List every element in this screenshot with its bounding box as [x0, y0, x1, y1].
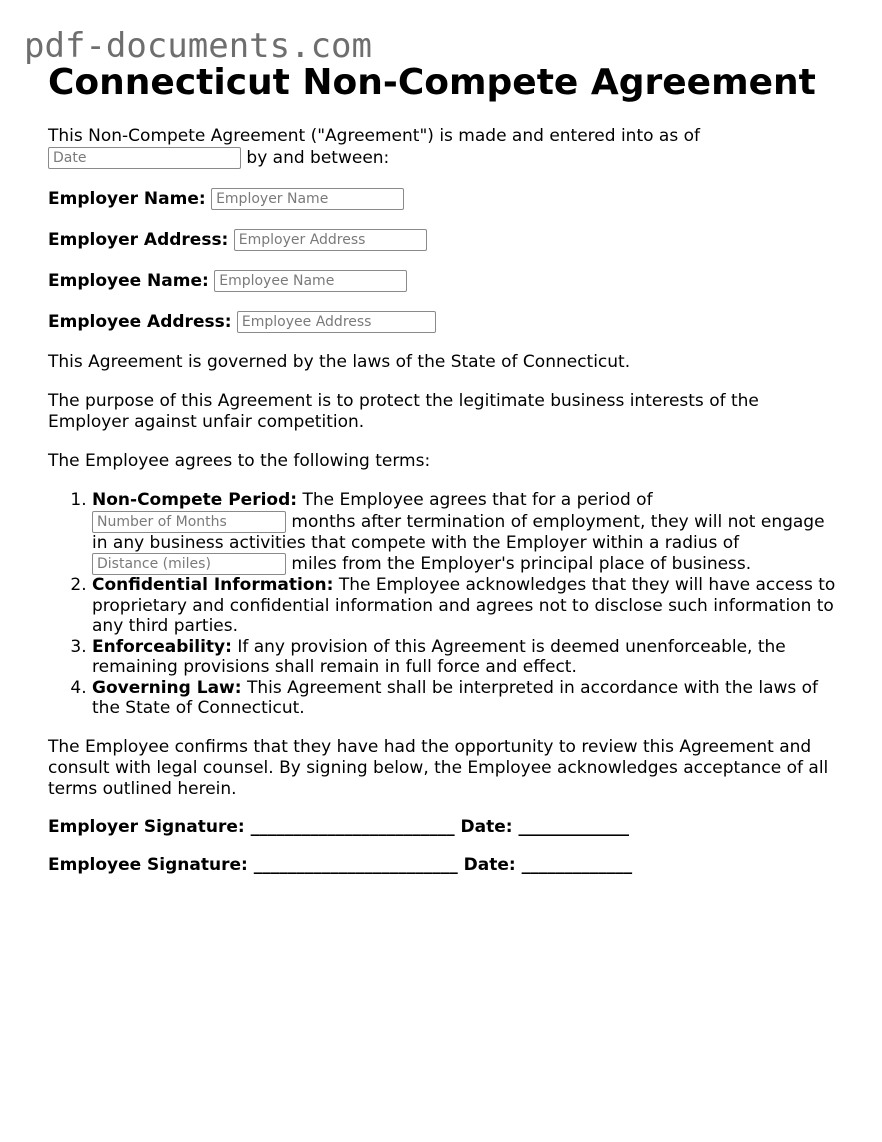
employer-signature-line: Employer Signature: ________________________ Date: _____________ [48, 816, 629, 837]
employee-address-input[interactable] [237, 311, 436, 333]
governed-paragraph: This Agreement is governed by the laws of the State of Connecticut. [48, 352, 631, 372]
employer-address-input[interactable] [234, 229, 427, 251]
confirm-paragraph: The Employee confirms that they have had the opportunity to review this Agreement and consult with legal counsel. By signing below, the Employee acknowledges acceptance of all terms outlined herein. [48, 736, 829, 799]
intro-text-after: by and between: [246, 148, 390, 168]
term-text: The Employee agrees that for a period of [302, 490, 653, 510]
document-title: Connecticut Non-Compete Agreement [48, 62, 816, 103]
term-item-governing-law [92, 678, 838, 719]
term-title: Confidential Information: [92, 575, 334, 595]
term-text: The Employee acknowledges that they will have access to proprietary and confidential information and agrees not to disclose such information to any third parties. [92, 575, 836, 636]
months-input[interactable] [92, 511, 286, 533]
distance-input[interactable] [92, 553, 286, 575]
purpose-paragraph: The purpose of this Agreement is to protect the legitimate business interests of the Employer against unfair competition. [48, 391, 759, 432]
document-page [48, 60, 838, 876]
term-text: If any provision of this Agreement is deemed unenforceable, the remaining provisions shall remain in full force and effect. [92, 636, 786, 677]
employer-address-row [48, 229, 838, 251]
employee-name-row [48, 270, 838, 292]
term-item-confidential [92, 575, 838, 637]
employee-signature-line: Employee Signature: ________________________ Date: _____________ [48, 854, 633, 875]
employer-name-input[interactable] [211, 188, 404, 210]
date-input[interactable] [48, 147, 241, 169]
employee-address-label: Employee Address: [48, 312, 232, 332]
intro-paragraph [48, 126, 838, 169]
term-item-non-compete [92, 490, 838, 575]
term-title: Governing Law: [92, 677, 242, 698]
employee-name-label: Employee Name: [48, 271, 209, 291]
employee-address-row [48, 311, 838, 333]
intro-text-before: This Non-Compete Agreement ("Agreement") is made and entered into as of [48, 126, 700, 146]
agrees-paragraph: The Employee agrees to the following terms: [48, 451, 431, 471]
term-text: miles from the Employer's principal place of business. [291, 554, 752, 574]
term-text: This Agreement shall be interpreted in accordance with the laws of the State of Connecticut. [92, 677, 819, 718]
employer-name-label: Employer Name: [48, 189, 206, 209]
terms-list [48, 490, 838, 719]
employer-name-row [48, 188, 838, 210]
term-title: Enforceability: [92, 636, 232, 657]
watermark: pdf-documents.com [24, 26, 372, 66]
employer-address-label: Employer Address: [48, 230, 229, 250]
term-item-enforceability [92, 637, 838, 678]
term-title: Non-Compete Period: [92, 490, 298, 510]
term-text: months after termination of employment, they will not engage in any business activities that compete with the Employer within a radius of [92, 511, 825, 553]
employee-name-input[interactable] [214, 270, 407, 292]
